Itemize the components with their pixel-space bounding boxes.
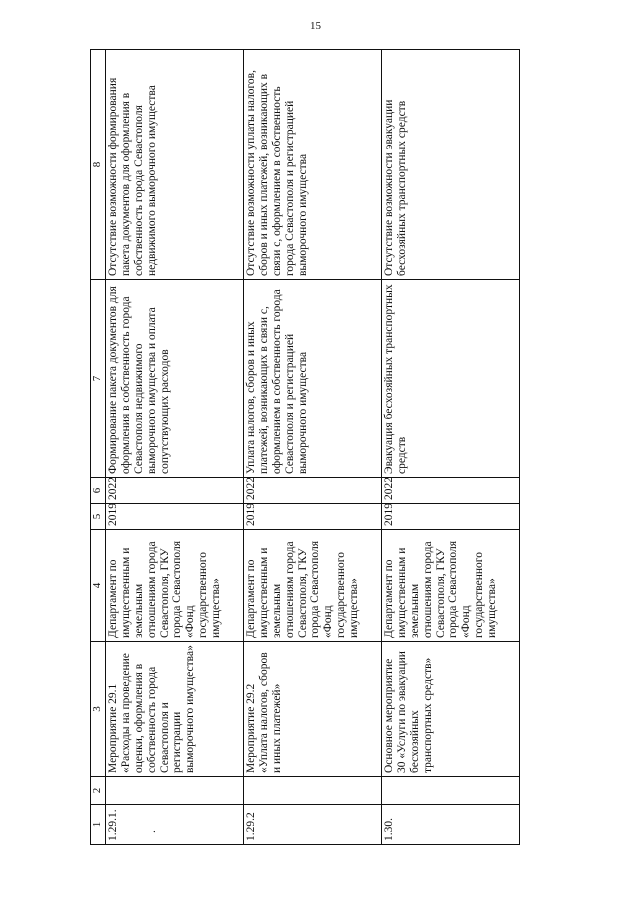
table-row: [106, 50, 244, 845]
column-header-3: 3: [91, 642, 106, 777]
column-header-2: 2: [91, 777, 106, 805]
column-header-6: 6: [91, 478, 106, 504]
table-row: [244, 50, 382, 845]
activity-name-cell: Мероприятие 29.1 «Расходы на проведение оценки, оформления в собственность города Севастополя и регистрации выморочного имущества»: [106, 642, 244, 777]
activity-name-cell: Мероприятие 29.2 «Уплата налогов, сборов и иных платежей»: [244, 642, 382, 777]
column-header-8: 8: [91, 50, 106, 280]
responsible-cell: Департамент по имущественным и земельным отношениям города Севастополя, ГКУ города Севастополя «Фонд государственного имущества»: [106, 530, 244, 642]
table-row: [382, 50, 520, 845]
end-year-cell: 2022: [382, 478, 520, 504]
column-header-5: 5: [91, 504, 106, 530]
end-year-cell: 2022: [244, 478, 382, 504]
row-number-cell: 1.30.: [382, 805, 520, 845]
empty-cell: [244, 777, 382, 805]
program-table: [90, 49, 520, 845]
empty-cell: [382, 777, 520, 805]
consequence-cell: Отсутствие возможности эвакуации бесхозяйных транспортных средств: [382, 50, 520, 280]
expected-result-cell: Формирование пакета документов для оформления в собственность города Севастополя недвижимого выморочного имущества и оплата сопутствующих расходов: [106, 280, 244, 478]
column-header-1: 1: [91, 805, 106, 845]
column-header-7: 7: [91, 280, 106, 478]
expected-result-cell: Уплата налогов, сборов и иных платежей, возникающих в связи с, оформлением в собственность города Севастополя и регистрацией выморочного имущества: [244, 280, 382, 478]
row-number-cell: 1.29.2: [244, 805, 382, 845]
header-row: [91, 50, 106, 845]
row-number-cell: [106, 805, 244, 845]
start-year-cell: 2019: [382, 504, 520, 530]
page-number: 15: [310, 20, 321, 32]
consequence-cell: Отсутствие возможности формирования пакета документов для оформления в собственность города Севастополя недвижимого выморочного имущества: [106, 50, 244, 280]
expected-result-cell: Эвакуация бесхозяйных транспортных средств: [382, 280, 520, 478]
responsible-cell: Департамент по имущественным и земельным отношениям города Севастополя, ГКУ города Севастополя «Фонд государственного имущества»: [244, 530, 382, 642]
end-year-cell: 2022: [106, 478, 244, 504]
responsible-cell: Департамент по имущественным и земельным отношениям города Севастополя, ГКУ города Севастополя «Фонд государственного имущества»: [382, 530, 520, 642]
stray-mark: .: [145, 830, 158, 833]
activity-name-cell: Основное мероприятие 30 «Услуги по эвакуации бесхозяйных транспортных средств»: [382, 642, 520, 777]
empty-cell: [106, 777, 244, 805]
rotated-table-container: [90, 50, 520, 845]
consequence-cell: Отсутствие возможности уплаты налогов, сборов и иных платежей, возникающих в связи с, оформлением в собственность города Севастополя и регистрацией выморочного имущества: [244, 50, 382, 280]
start-year-cell: 2019: [106, 504, 244, 530]
row-number: 1.29.1.: [107, 809, 119, 841]
column-header-4: 4: [91, 530, 106, 642]
start-year-cell: 2019: [244, 504, 382, 530]
